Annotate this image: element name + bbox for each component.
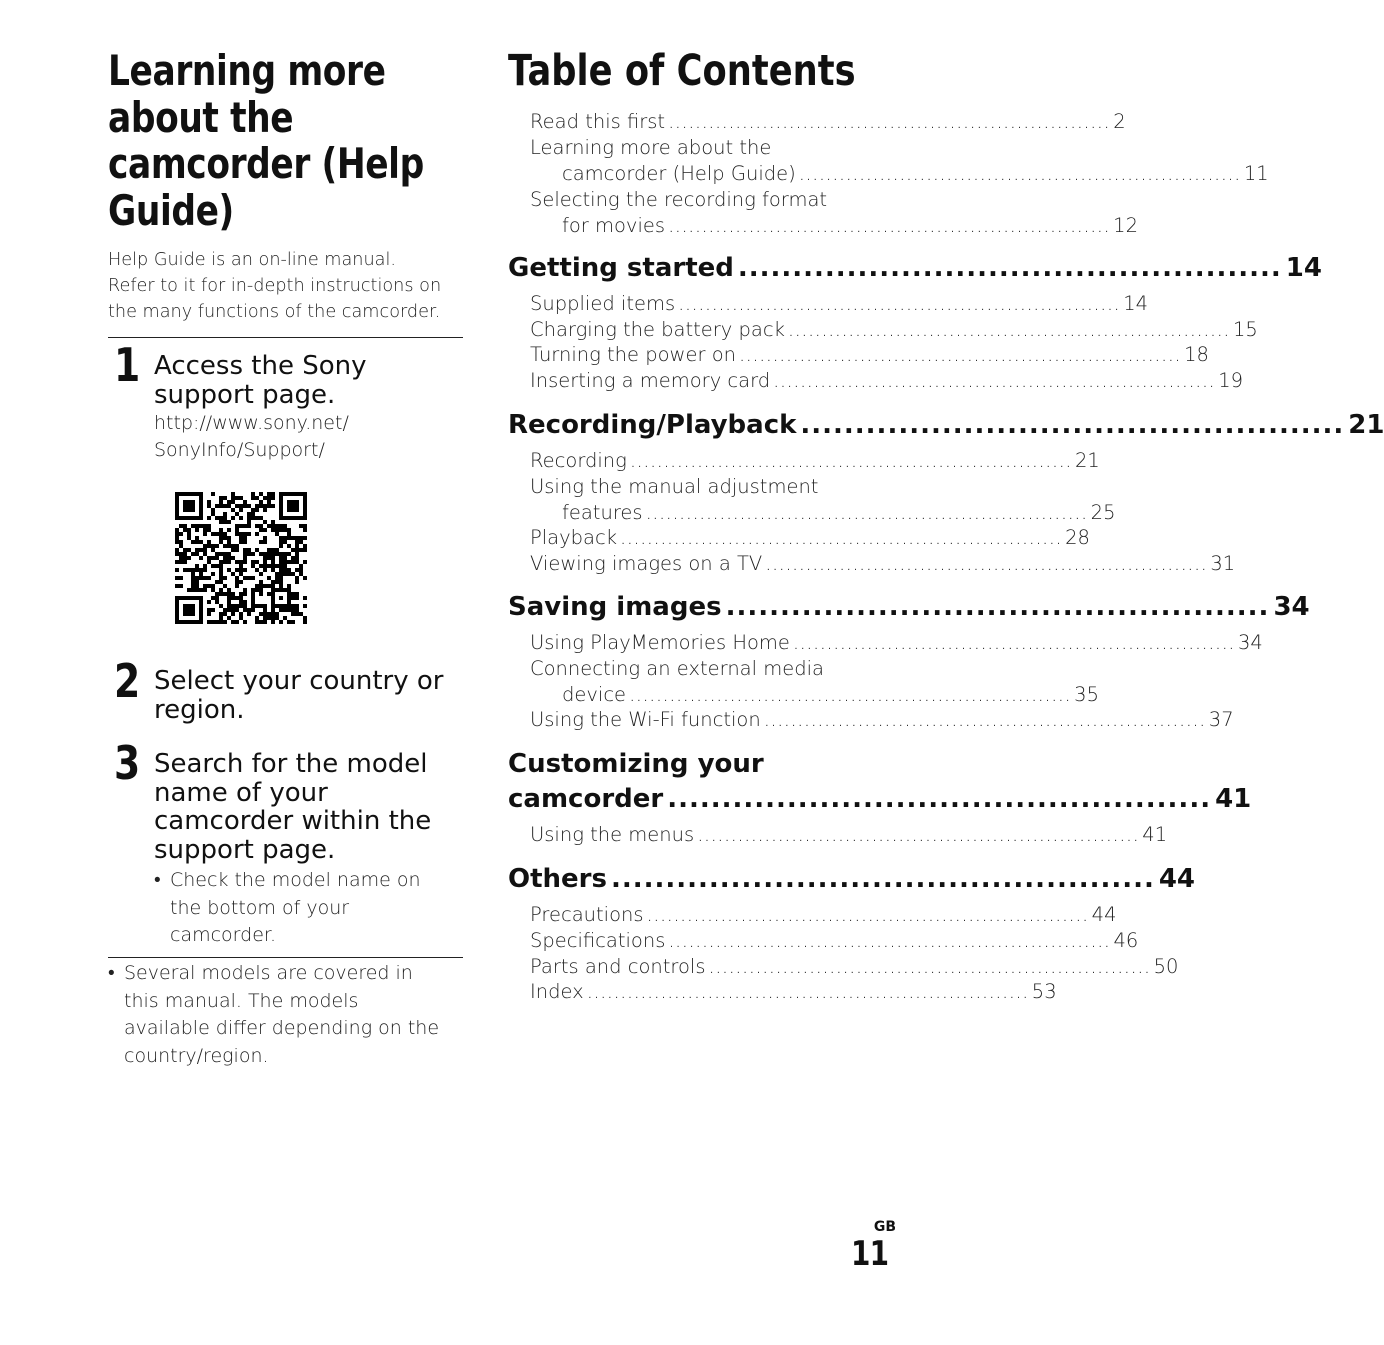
page-number: 11	[850, 1234, 888, 1274]
table-of-contents	[508, 46, 1384, 1028]
toc-entry[interactable]: Using the menus .................................................................. 41	[530, 823, 1168, 846]
help-guide-intro: Help Guide is an on-line manual. Refer to it for in-depth instructions on the many functions of the camcorder.	[108, 249, 442, 322]
toc-entry[interactable]: Supplied items .................................................................. 14	[530, 292, 1149, 315]
toc-entry[interactable]: Specifications .................................................................. 46	[530, 929, 1139, 952]
toc-entry[interactable]: Playback .................................................................. 28	[530, 526, 1090, 549]
toc-entry[interactable]: Precautions .................................................................. 44	[530, 903, 1117, 926]
toc-section-heading[interactable]: Saving images .................................................. 34	[508, 592, 1310, 622]
toc-section-heading[interactable]: Customizing your camcorder .................................................. 41	[508, 749, 1252, 814]
qr-code-image[interactable]	[175, 492, 307, 624]
toc-entry[interactable]: Viewing images on a TV .................................................................. 31	[530, 552, 1236, 575]
step-3-text: Search for the model name of your camcorder within the support page.	[154, 749, 432, 865]
step-1-number: 1	[114, 338, 141, 392]
page-number-mark	[851, 1219, 896, 1273]
toc-entry[interactable]: Turning the power on .................................................................. 18	[530, 343, 1209, 366]
toc-section-heading[interactable]: Recording/Playback .................................................. 21	[508, 410, 1384, 440]
divider	[108, 337, 463, 338]
step-2-number: 2	[114, 654, 141, 708]
divider	[108, 957, 463, 958]
toc-title: Table of Contents	[508, 46, 856, 96]
toc-section-heading[interactable]: Getting started .................................................. 14	[508, 253, 1322, 283]
toc-entry[interactable]: Inserting a memory card .................................................................. 19	[530, 369, 1244, 392]
toc-entry[interactable]: Connecting an external media device .................................................................. 35	[530, 657, 1099, 706]
toc-entry[interactable]: Selecting the recording format for movies .................................................................. 12	[530, 188, 1138, 237]
toc-entry[interactable]: Parts and controls .................................................................. 50	[530, 955, 1179, 978]
step-3-number: 3	[114, 736, 141, 790]
toc-entry[interactable]: Read this first .................................................................. 2	[530, 110, 1126, 133]
language-code: GB	[873, 1219, 896, 1235]
step-2-text: Select your country or region.	[154, 666, 444, 725]
help-guide-title: Learning more about the camcorder (Help Guide)	[108, 46, 424, 235]
toc-entry[interactable]: Charging the battery pack .................................................................. 15	[530, 318, 1258, 341]
toc-section-heading[interactable]: Others .................................................. 44	[508, 864, 1196, 894]
support-url[interactable]: http://www.sony.net/ SonyInfo/Support/	[154, 412, 349, 461]
toc-entry[interactable]: Recording .................................................................. 21	[530, 449, 1100, 472]
toc-entry[interactable]: Using the Wi-Fi function .................................................................. 37	[530, 708, 1234, 731]
toc-entry[interactable]: Index .................................................................. 53	[530, 980, 1057, 1003]
toc-entry[interactable]: Using the manual adjustment features .................................................................. 25	[530, 475, 1116, 524]
toc-entry[interactable]: Using PlayMemories Home .................................................................. 34	[530, 631, 1263, 654]
step-1-text: Access the Sony support page.	[154, 351, 367, 410]
toc-entry[interactable]: Learning more about the camcorder (Help Guide) .................................................................. 11	[530, 136, 1269, 185]
